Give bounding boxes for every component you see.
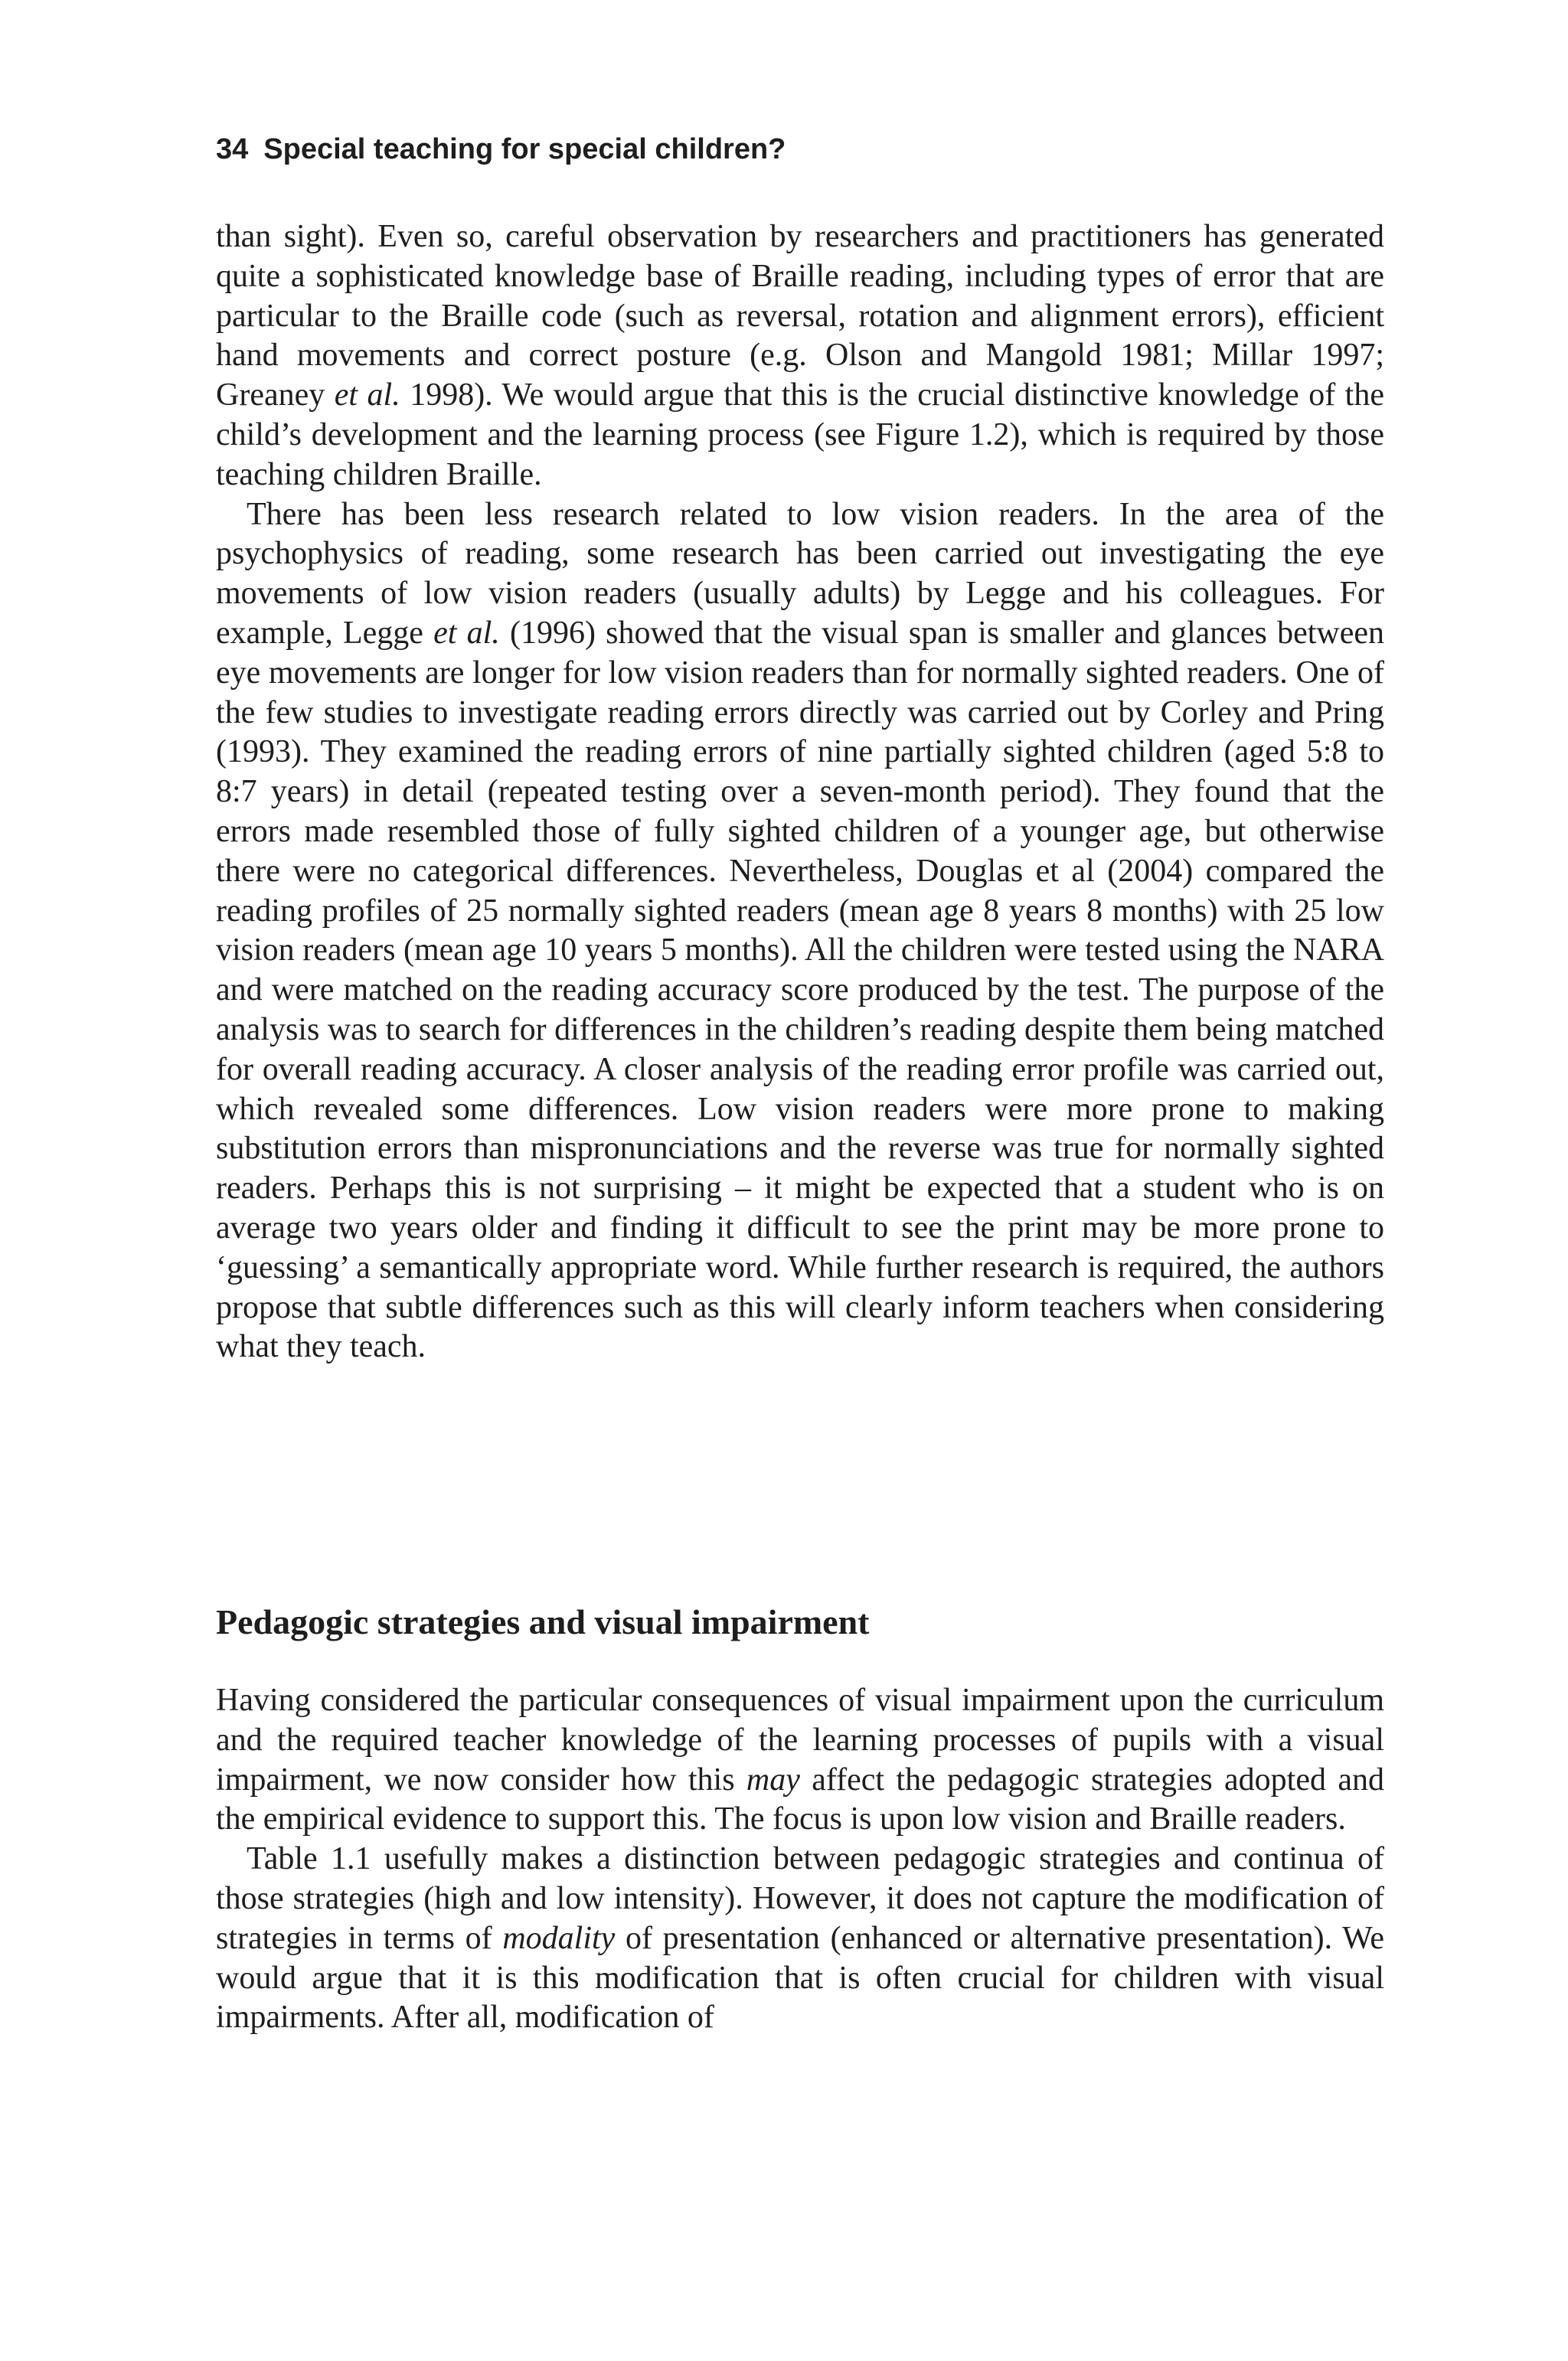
paragraph-braille-reading: than sight). Even so, careful observation by researchers and practitioners has generated quite a sophisticated knowledge base of Braille reading, including types of error that are particular to the Braille code (such as reversal, rotation and alignment errors), efficient hand movements and correct posture (e.g. Olson and Mangold 1981; Millar 1997; Greaney et al. 1998). We would argue that this is the crucial distinctive knowledge of the child’s development and the learning process (see Figure 1.2), which is required by those teaching children Braille. [216, 219, 1384, 492]
body-text-section-2 [216, 1681, 1384, 2038]
section-heading: Pedagogic strategies and visual impairment [216, 1602, 870, 1641]
page-number: 34 [216, 133, 249, 165]
running-head [216, 130, 786, 168]
paragraph-low-vision-readers: There has been less research related to low vision readers. In the area of the psychophysics of reading, some research has been carried out investigating the eye movements of low vision readers (usually adults) by Legge and his colleagues. For example, Legge et al. (1996) showed that the visual span is smaller and glances between eye movements are longer for low vision readers than for normally sighted readers. One of the few studies to investigate reading errors directly was carried out by Corley and Pring (1993). They examined the reading errors of nine partially sighted children (aged 5:8 to 8:7 years) in detail (repeated testing over a seven-month period). They found that the errors made resembled those of fully sighted children of a younger age, but otherwise there were no categorical differences. Nevertheless, Douglas et al (2004) compared the reading profiles of 25 normally sighted readers (mean age 8 years 8 months) with 25 low vision readers (mean age 10 years 5 months). All the children were tested using the NARA and were matched on the reading accuracy score produced by the test. The purpose of the analysis was to search for differences in the children’s reading despite them being matched for overall reading accuracy. A closer analysis of the reading error profile was carried out, which revealed some differences. Low vision readers were more prone to making substitution errors than mispronunciations and the reverse was true for normally sighted readers. Perhaps this is not surprising – it might be expected that a student who is on average two years older and finding it difficult to see the print may be more prone to ‘guessing’ a semantically appropriate word. While further research is required, the authors propose that subtle differences such as this will clearly inform teachers when considering what they teach. [216, 496, 1385, 1365]
running-title: Special teaching for special children? [263, 133, 786, 165]
body-text-section-1 [216, 217, 1384, 1367]
paragraph-pedagogic-intro: Having considered the particular consequences of visual impairment upon the curriculum and the required teacher knowledge of the learning processes of pupils with a visual impairment, we now consider how this may affect the pedagogic strategies adopted and the empirical evidence to support this. The focus is upon low vision and Braille readers. [216, 1683, 1384, 1837]
paragraph-table-modality: Table 1.1 usefully makes a distinction between pedagogic strategies and continua of those strategies (high and low intensity). However, it does not capture the modification of strategies in terms of modality of presentation (enhanced or alternative presentation). We would argue that it is this modification that is often crucial for children with visual impairments. After all, modification of [216, 1841, 1384, 2036]
